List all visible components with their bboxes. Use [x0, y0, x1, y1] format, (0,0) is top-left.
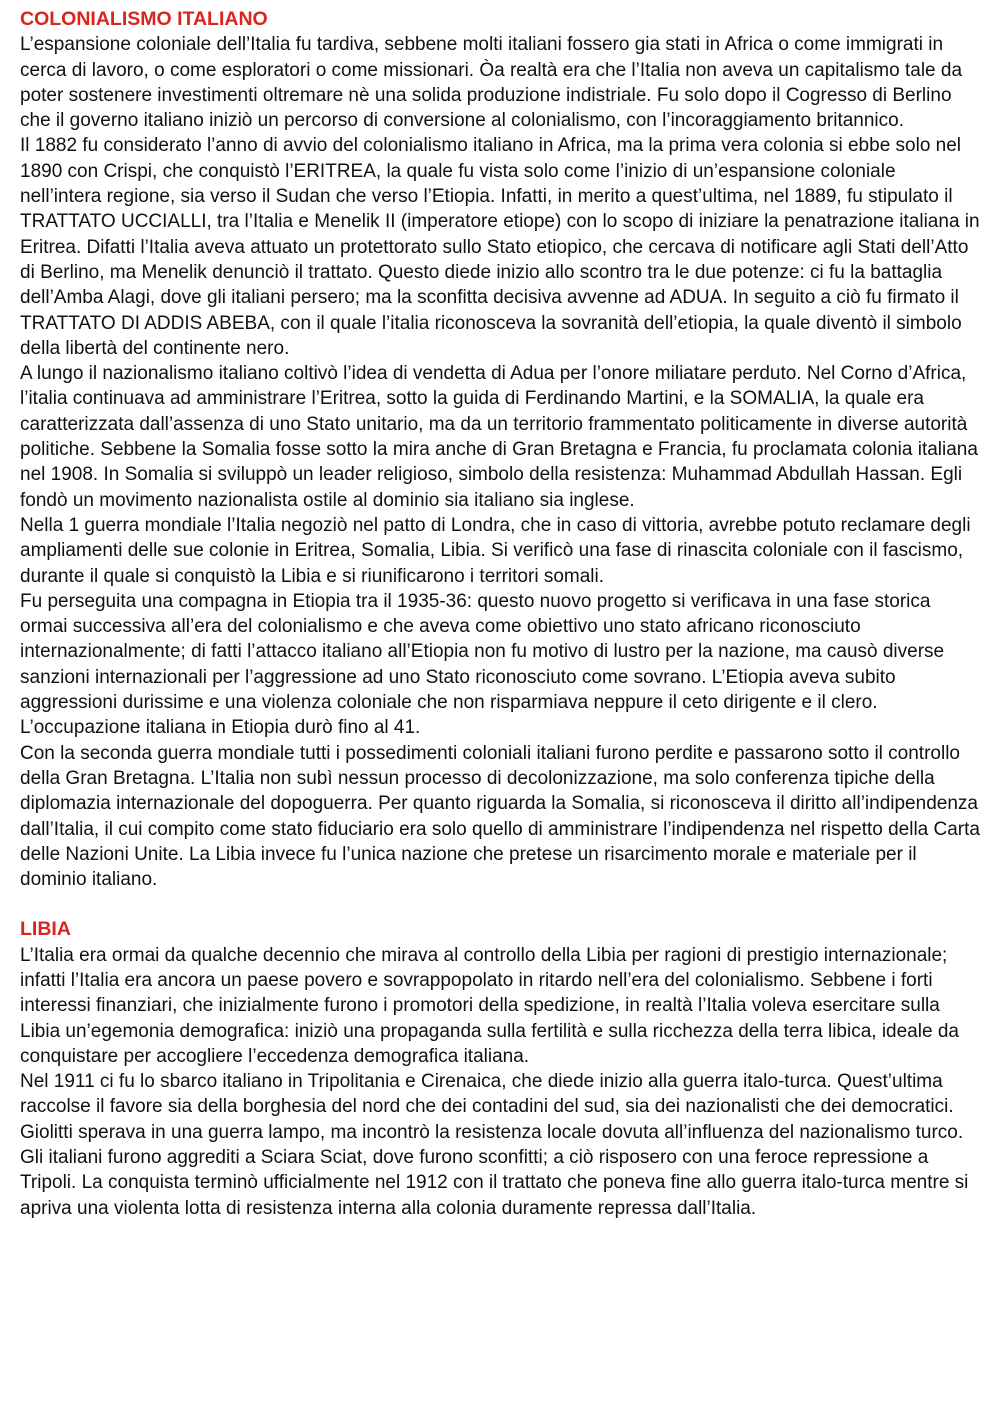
- paragraph: L’Italia era ormai da qualche decennio che mirava al controllo della Libia per ragioni di prestigio internazionale; infatti l’Italia era ancora un paese povero e sovrappopolato in ritardo nell’era del colonialismo. Sebbene i forti interessi finanziari, che inizialmente furono i promotori della spedizione, in realtà l’Italia voleva esercitare sulla Libia un’egemonia demografica: iniziò una propaganda sulla fertilità e sulla ricchezza della terra libica, ideale da conquistare per accogliere l’eccedenza demografica italiana.: [20, 944, 959, 1067]
- paragraph: Con la seconda guerra mondiale tutti i possedimenti coloniali italiani furono perdite e passarono sotto il controllo della Gran Bretagna. L’Italia non subì nessun processo di decolonizzazione, ma solo conferenza tipiche della diplomazia internazionale del dopoguerra. Per quanto riguarda la Somalia, si riconosceva il diritto all’indipendenza dall’Italia, il cui compito come stato fiduciario era solo quello di amministrare l’indipendenza nel rispetto della Carta delle Nazioni Unite. La Libia invece fu l’unica nazione che pretese un risarcimento morale e materiale per il dominio italiano.: [20, 742, 980, 891]
- section-heading: LIBIA: [20, 918, 71, 941]
- document-page: [20, 7, 982, 1221]
- section-spacer: [20, 892, 982, 917]
- section-heading: COLONIALISMO ITALIANO: [20, 8, 268, 30]
- paragraph: L’espansione coloniale dell’Italia fu tardiva, sebbene molti italiani fossero gia stati in Africa o come immigrati in cerca di lavoro, o come esploratori o come missionari. Òa realtà era che l’Italia non aveva un capitalismo tale da poter sostenere investimenti oltremare nè una solida produzione indistriale. Fu solo dopo il Cogresso di Berlino che il governo italiano iniziò un percorso di conversione al colonialismo, con l’incoraggiamento britannico.: [20, 34, 963, 132]
- paragraph: Nel 1911 ci fu lo sbarco italiano in Tripolitania e Cirenaica, che diede inizio alla guerra italo-turca. Quest’ultima raccolse il favore sia della borghesia del nord che dei contadini del sud, sia dei nazionalisti che dei democratici. Giolitti sperava in una guerra lampo, ma incontrò la resistenza locale dovuta all’influenza del nazionalismo turco. Gli italiani furono aggrediti a Sciara Sciat, dove furono sconfitti; a ciò risposero con una feroce repressione a Tripoli. La conquista terminò ufficialmente nel 1912 con il trattato che poneva fine allo guerra italo-turca mentre si apriva una violenta lotta di resistenza interna alla colonia duramente repressa dall’Italia.: [20, 1071, 969, 1219]
- paragraph: Il 1882 fu considerato l’anno di avvio del colonialismo italiano in Africa, ma la prima vera colonia si ebbe solo nel 1890 con Crispi, che conquistò l’ERITREA, la quale fu vista solo come l’inizio di un’espansione coloniale nell’intera regione, sia verso il Sudan che verso l’Etiopia. Infatti, in merito a quest’ultima, nel 1889, fu stipulato il TRATTATO UCCIALLI, tra l’Italia e Menelik II (imperatore etiope) con lo scopo di iniziare la penatrazione italiana in Eritrea. Difatti l’Italia aveva attuato un protettorato sullo Stato etiopico, che cercava di notificare agli Stati dell’Atto di Berlino, ma Menelik denunciò il trattato. Questo diede inizio allo scontro tra le due potenze: ci fu la battaglia dell’Amba Alagi, dove gli italiani persero; ma la sconfitta decisiva avvenne ad ADUA. In seguito a ciò fu firmato il TRATTATO DI ADDIS ABEBA, con il quale l’italia riconosceva la sovranità dell’etiopia, la quale diventò il simbolo della libertà del continente nero.: [20, 135, 980, 359]
- paragraph: A lungo il nazionalismo italiano coltivò l’idea di vendetta di Adua per l’onore miliatare perduto. Nel Corno d’Africa, l’italia continuava ad amministrare l’Eritrea, sotto la guida di Ferdinando Martini, e la SOMALIA, la quale era caratterizzata dall’assenza di uno Stato unitario, ma da un territorio frammentato politicamente in diverse autorità politiche. Sebbene la Somalia fosse sotto la mira anche di Gran Bretagna e Francia, fu proclamata colonia italiana nel 1908. In Somalia si sviluppò un leader religioso, simbolo della resistenza: Muhammad Abdullah Hassan. Egli fondò un movimento nazionalista ostile al dominio sia italiano sia inglese.: [20, 363, 978, 511]
- section-libia: [20, 917, 982, 1221]
- section-colonialismo-italiano: [20, 7, 982, 892]
- paragraph: Fu perseguita una compagna in Etiopia tra il 1935-36: questo nuovo progetto si verificava in una fase storica ormai successiva all’era del colonialismo e che aveva come obiettivo uno stato africano riconosciuto internazionalmente; di fatti l’attacco italiano all’Etiopia non fu motivo di lustro per la nazione, ma causò diverse sanzioni internazionali per l’aggressione ad uno Stato riconosciuto come sovrano. L’Etiopia aveva subito aggressioni durissime e una violenza coloniale che non risparmiava neppure il ceto dirigente e il clero. L’occupazione italiana in Etiopia durò fino al 41.: [20, 590, 945, 739]
- paragraph: Nella 1 guerra mondiale l’Italia negoziò nel patto di Londra, che in caso di vittoria, avrebbe potuto reclamare degli ampliamenti delle sue colonie in Eritrea, Somalia, Libia. Si verificò una fase di rinascita coloniale con il fascismo, durante il quale si conquistò la Libia e si riunificarono i territori somali.: [20, 514, 971, 587]
